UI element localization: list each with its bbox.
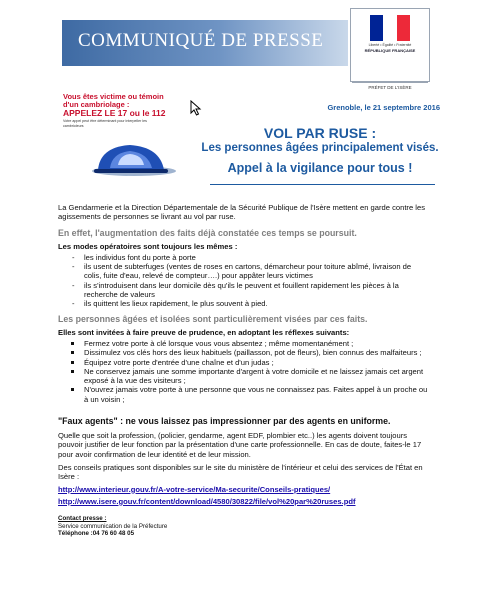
list-item: Équipez votre porte d'entrée d'une chaîne et d'un judas ;: [84, 358, 428, 367]
modes-list: [58, 253, 428, 309]
page-title: COMMUNIQUÉ DE PRESSE: [78, 30, 324, 51]
contact-label: Contact presse :: [58, 515, 107, 523]
mouse-cursor-icon: [190, 100, 204, 116]
list-item: - les individus font du porte à porte: [84, 253, 428, 262]
list-item: - ils usent de subterfuges (ventes de roses en cartons, démarcheur pour toiture abîmé, livraison de colis, fuite d'eau, relevé de compteur….) pour appâter leurs victimes: [84, 262, 428, 281]
press-date: Grenoble, le 21 septembre 2016: [327, 103, 440, 112]
headline-appeal: Appel à la vigilance pour tous !: [227, 161, 413, 175]
press-body: [58, 203, 428, 538]
poster-line-1: Vous êtes victime ou témoin d'un cambriolage :: [63, 93, 164, 109]
list-item: Fermez votre porte à clé lorsque vous vous absentez ; même momentanément ;: [84, 339, 428, 348]
advice-list: [58, 339, 428, 404]
prefecture-label: PRÉFET DE L'ISÈRE: [352, 82, 428, 90]
poster-line-3: Votre appel peut être déterminant pour interpeller les cambrioleurs: [63, 119, 147, 128]
police-siren-icon: [84, 137, 176, 177]
targets-statement: Les personnes âgées et isolées sont particulièrement visées par ces faits.: [58, 313, 368, 324]
list-item: - ils s'introduisent dans leur domicile dès qu'ils le peuvent et fouillent rapidement les pièces à la recherche de valeurs: [84, 281, 428, 300]
contact-service: Service communication de la Préfecture: [58, 522, 168, 530]
advice-heading: Elles sont invitées à faire preuve de prudence, en adoptant les réflexes suivants:: [58, 327, 350, 337]
contact-phone: Téléphone :04 76 60 48 05: [58, 530, 135, 538]
republic-name: RÉPUBLIQUE FRANÇAISE: [364, 48, 416, 53]
press-contact: [58, 515, 428, 538]
headline-subtitle: Les personnes âgées principalement visés.: [201, 142, 439, 154]
list-item: Dissimulez vos clés hors des lieux habituels (paillasson, pot de fleurs), bien connus des malfaiteurs ;: [84, 348, 428, 357]
headline-title: VOL PAR RUSE :: [263, 125, 377, 141]
list-item: Ne conservez jamais une somme importante d'argent à votre domicile et ne laissez jamais cet argent exposé à la vue des visiteurs ;: [84, 367, 428, 386]
french-flag-icon: [370, 15, 410, 41]
modes-heading: Les modes opératoires sont toujours les mêmes :: [58, 241, 238, 251]
list-item: - ils quittent les lieux rapidement, le plus souvent à pied.: [84, 299, 428, 308]
headline-divider: [210, 184, 435, 185]
fake-agents-paragraph: Quelle que soit la profession, (policier, gendarme, agent EDF, plombier etc..) les agents doivent toujours pouvoir justifier de leur fonction par la présentation d'une carte professionnelle. En cas de doute, faites-le 17 pour avoir confirmation de leur identité et de leur mission.: [58, 431, 422, 459]
link-interieur[interactable]: http://www.interieur.gouv.fr/A-votre-service/Ma-securite/Conseils-pratiques/: [58, 484, 331, 494]
alert-poster: [62, 93, 180, 181]
fake-agents-heading: "Faux agents" : ne vous laissez pas impressionner par des agents en uniforme.: [58, 416, 391, 427]
link-isere[interactable]: http://www.isere.gouv.fr/content/download/4580/30822/file/vol%20par%20ruses.pdf: [58, 496, 356, 506]
list-item: N'ouvrez jamais votre porte à une personne que vous ne connaissez pas. Faites appel à un proche ou à un voisin ;: [84, 385, 428, 404]
intro-paragraph: La Gendarmerie et la Direction Départementale de la Sécurité Publique de l'Isère mettent en garde contre les agissements de personnes se livrant au vol par ruse.: [58, 203, 425, 222]
increase-statement: En effet, l'augmentation des faits déjà constatée ces temps se poursuit.: [58, 227, 357, 238]
republic-emblem: [350, 8, 430, 82]
advice-links-intro: Des conseils pratiques sont disponibles sur le site du ministère de l'intérieur et celui des services de l'État en Isère :: [58, 462, 423, 482]
republic-motto: Liberté • Égalité • Fraternité: [368, 43, 412, 47]
poster-line-2: APPELEZ LE 17 ou le 112: [63, 108, 166, 118]
